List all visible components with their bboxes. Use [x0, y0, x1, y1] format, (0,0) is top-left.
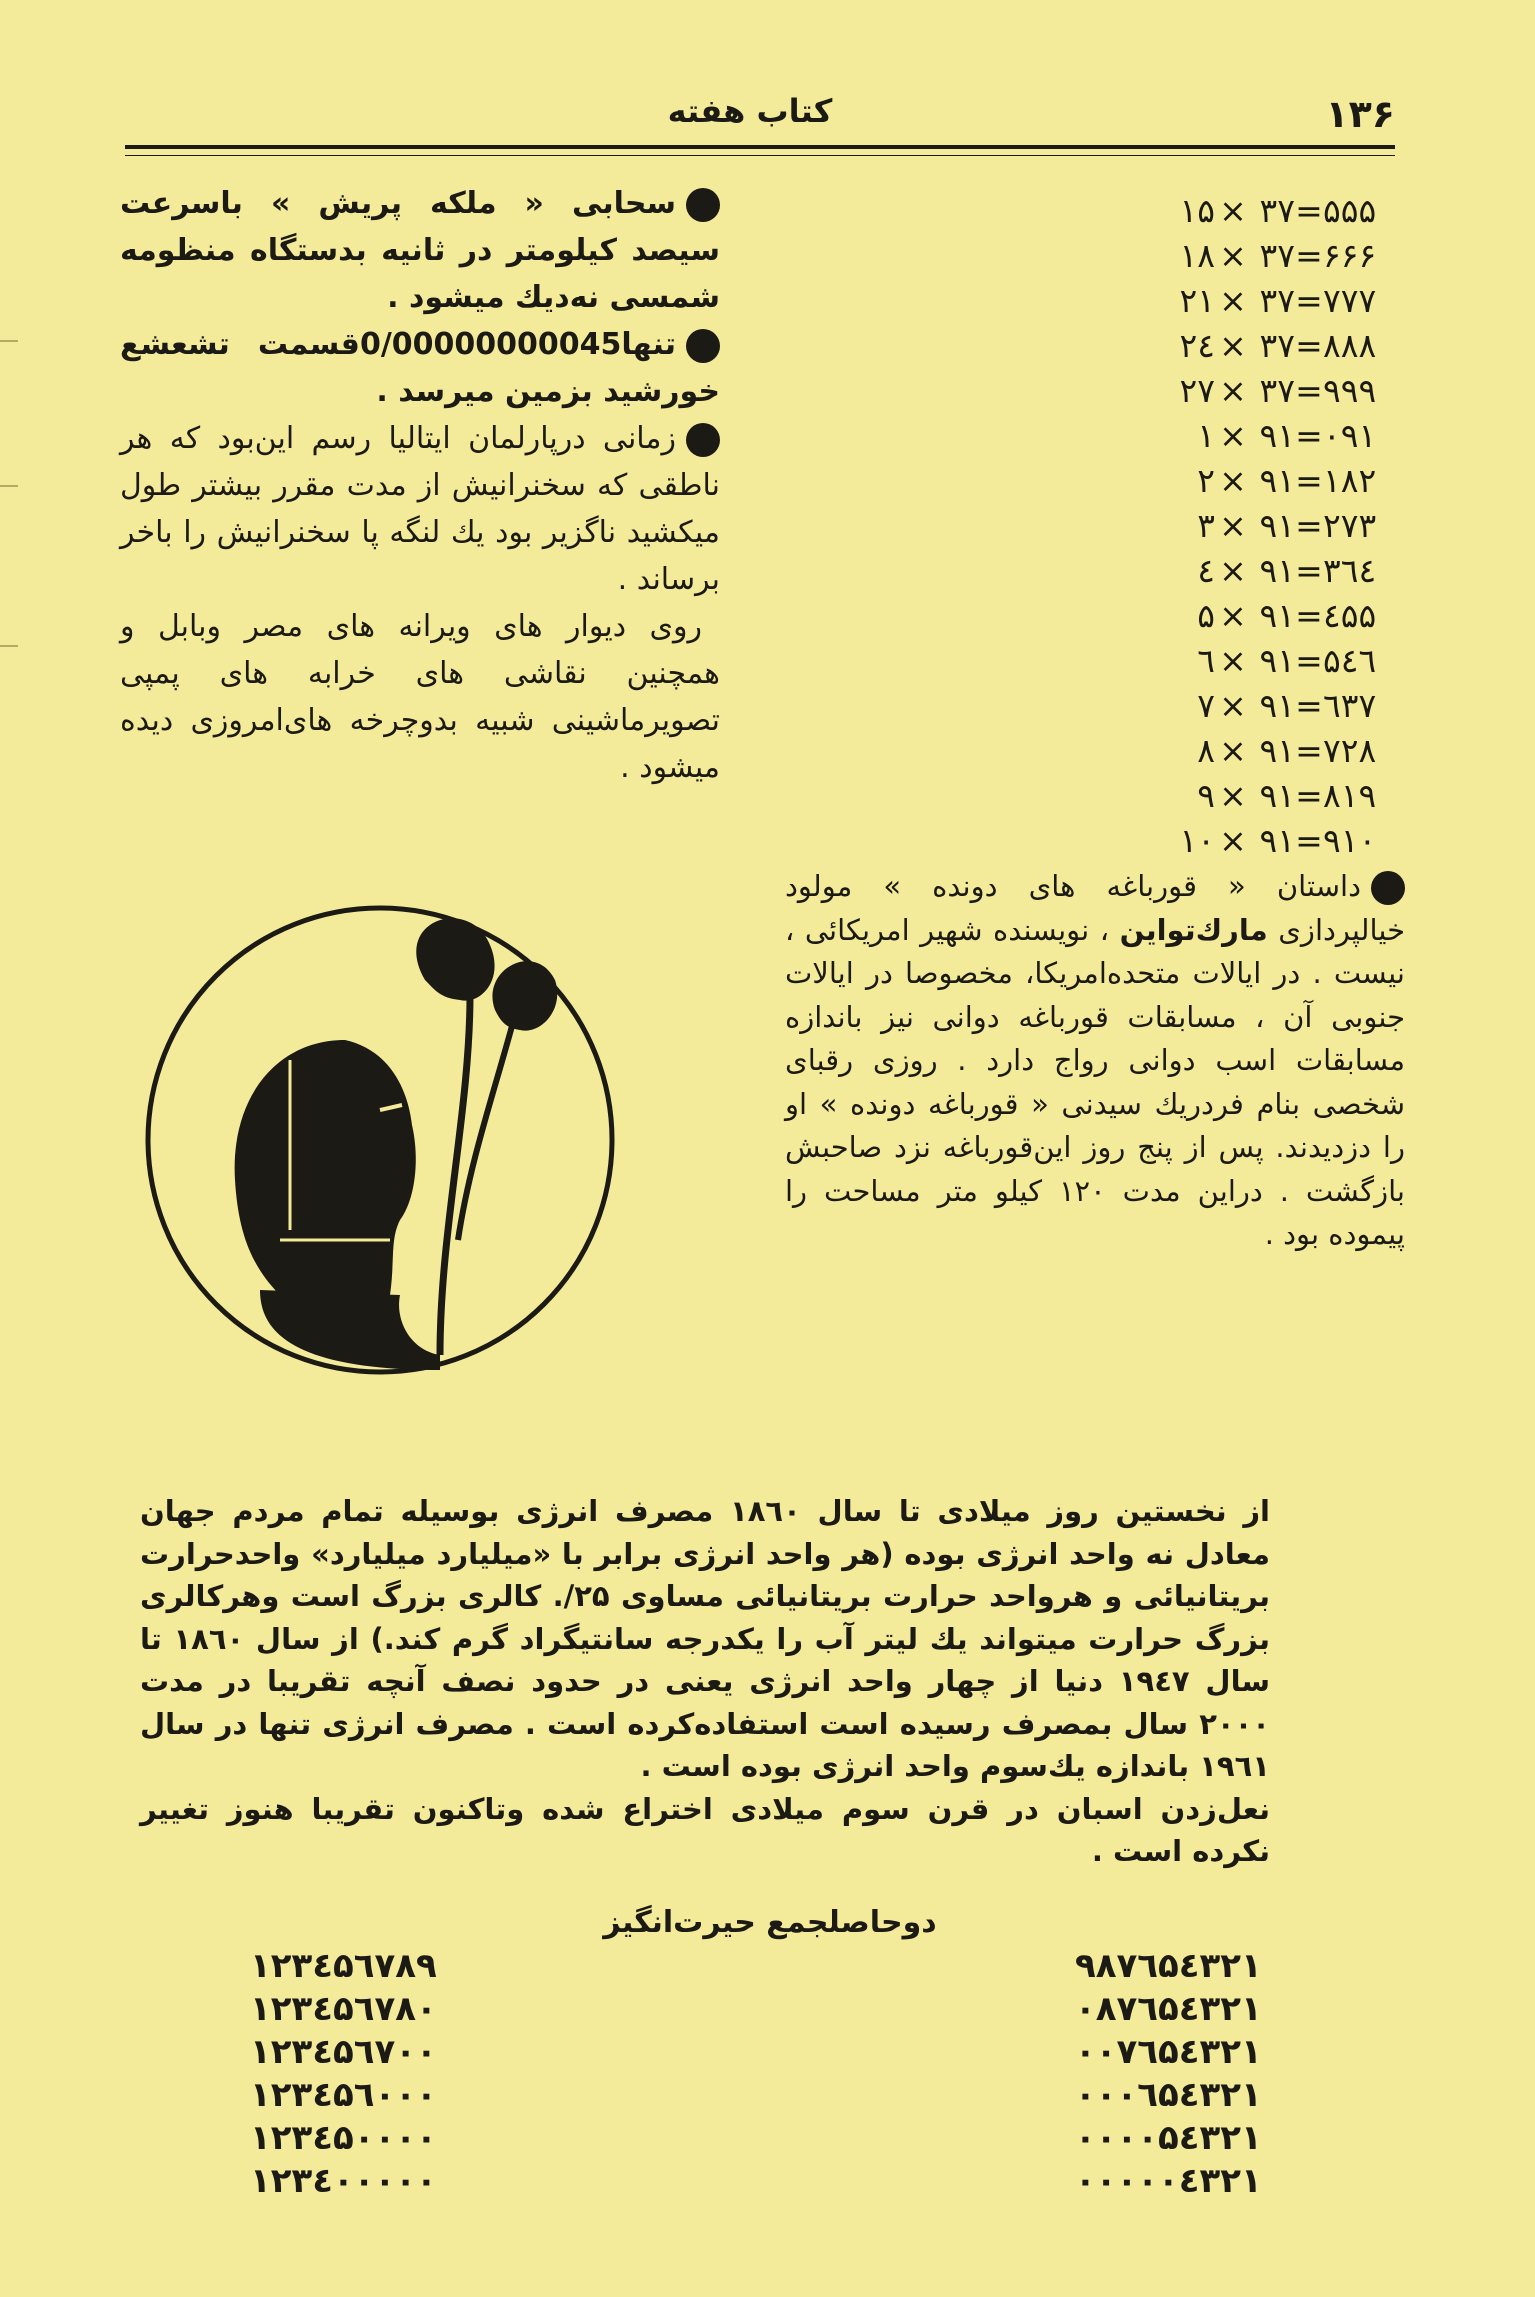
operand-a: ۱: [1197, 416, 1215, 455]
operand-b: ۹۱: [1259, 731, 1295, 770]
operand-b: ۳۷: [1259, 371, 1295, 410]
frog-story-post: ، نویسنده شهیر امریکائی ، نیست . در ایالات متحده‌امریکا، مخصوصا در ایالات جنوبی آن ، مسابقات قورباغه دوانی نیز باندازه مسابقات اسب دوانی رواج دارد . روزی رقبای شخصی بنام فردریك سیدنی « قورباغه دونده » او را دزدیدند. پس از پنج روز این‌قورباغه نزد صاحبش بازگشت . دراین مدت ۱۲۰ کیلو متر مساحت را پیموده بود .: [785, 912, 1405, 1251]
operand-a: ۵: [1197, 596, 1215, 635]
multiplication-row: [1160, 278, 1405, 323]
equals-sign: =: [1295, 596, 1323, 635]
multiplication-row: [1160, 323, 1405, 368]
product: ۷۷۷: [1323, 281, 1377, 320]
fact-italian-parliament-text: زمانی درپارلمان ایتالیا رسم این‌بود که هر ناطقی که سخنرانیش از مدت مقرر بیشتر طول میکشید ناگزیر بود یك لنگه پا سخنرانیش را باخر برساند .: [120, 421, 720, 597]
equals-sign: =: [1295, 731, 1323, 770]
right-column: [785, 865, 1405, 1257]
sum-addend: ۰۰۰۰۵٤۳۲۱: [1075, 2118, 1262, 2158]
operand-b: ۹۱: [1259, 641, 1295, 680]
scan-mark: [0, 485, 18, 487]
product: ۰۹۱: [1323, 416, 1377, 455]
operand-b: ۹۱: [1259, 686, 1295, 725]
frog-story-author: مارك‌تواین: [1119, 912, 1268, 947]
bullet-icon: [1371, 871, 1405, 905]
pharaoh-lotus-icon: [140, 900, 620, 1380]
sum-addend: ۰۰۷٦۵٤۳۲۱: [1075, 2032, 1262, 2072]
product: ۹۹۹: [1323, 371, 1377, 410]
operand-a: ۷: [1197, 686, 1215, 725]
multiplication-row: [1160, 233, 1405, 278]
fact-nebula-text: سحابی « ملکه پریش » باسرعت سیصد کیلومتر در ثانیه بدستگاه منظومه شمسی نه‌دیك میشود .: [120, 186, 720, 315]
energy-paragraph: از نخستین روز میلادی تا سال ۱۸٦۰ مصرف انرژی بوسیله تمام مردم جهان معادل نه واحد انرژی بوده (هر واحد انرژی برابر با «میلیارد میلیارد» واحدحرارت بریتانیائی و هرواحد حرارت بریتانیائی مساوی ۲۵/. کالری بزرگ است وهرکالری بزرگ حرارت میتواند یك لیتر آب را یکدرجه سانتیگراد گرم کند.) از سال ۱۸٦۰ تا سال ۱۹٤۷ دنیا از چهار واحد انرژی یعنی در حدود نصف آنچه تقریبا در مدت ۲۰۰۰ سال بمصرف رسیده است استفاده‌کرده است . مصرف انرژی تنها در سال ۱۹٦۱ باندازه یك‌سوم واحد انرژی بوده است .: [140, 1494, 1271, 1783]
times-sign: ×: [1219, 821, 1247, 860]
horseshoe-paragraph: نعل‌زدن اسبان در قرن سوم میلادی اختراع شده وتاکنون تقریبا هنوز تغییر نکرده است .: [140, 1791, 1270, 1868]
product: ٦۳۷: [1323, 686, 1377, 725]
fact-nebula: [120, 180, 720, 321]
product: ۵٤٦: [1323, 641, 1377, 680]
operand-a: ٤: [1197, 551, 1215, 590]
equals-sign: =: [1295, 776, 1323, 815]
frog-story-pre: داستان « قورباغه های دونده » مولود خیالپردازی: [785, 869, 1406, 947]
operand-a: ٦: [1197, 641, 1215, 680]
page-number: ۱۳۶: [1325, 92, 1395, 136]
sum-addend: ۱۲۳٤۵٦۰۰۰: [250, 2075, 437, 2115]
sum-addend: ۰۰۰٦۵٤۳۲۱: [1075, 2075, 1262, 2115]
scan-mark: [0, 645, 18, 647]
energy-section: [140, 1490, 1270, 1873]
multiplication-row: [1160, 413, 1405, 458]
product: ۵۵۵: [1323, 191, 1377, 230]
equals-sign: =: [1295, 371, 1323, 410]
multiplication-table: [1160, 188, 1405, 863]
multiplication-row: [1160, 593, 1405, 638]
multiplication-row: [1160, 818, 1405, 863]
multiplication-row: [1160, 548, 1405, 593]
product: ۳٦٤: [1323, 551, 1377, 590]
sum-addend: ۰۸۷٦۵٤۳۲۱: [1075, 1989, 1262, 2029]
sum-column-right: [1075, 1945, 1262, 2203]
multiplication-row: [1160, 638, 1405, 683]
operand-b: ۳۷: [1259, 236, 1295, 275]
multiplication-row: [1160, 458, 1405, 503]
product: ۷۲۸: [1323, 731, 1377, 770]
multiplication-row: [1160, 368, 1405, 413]
multiplication-row: [1160, 188, 1405, 233]
fact-frog-story: [785, 865, 1405, 1257]
bullet-icon: [686, 329, 720, 363]
operand-a: ۱۰: [1179, 821, 1215, 860]
header-rule-thin: [125, 155, 1395, 156]
operand-b: ۹۱: [1259, 461, 1295, 500]
operand-a: ۹: [1197, 776, 1215, 815]
product: ۸۱۹: [1323, 776, 1377, 815]
operand-b: ۳۷: [1259, 326, 1295, 365]
bullet-icon: [686, 423, 720, 457]
fact-sun-radiation: [120, 321, 720, 415]
scan-mark: [0, 340, 18, 342]
operand-a: ۱۵: [1179, 191, 1215, 230]
multiplication-row: [1160, 503, 1405, 548]
sum-addend: ۱۲۳٤۵۰۰۰۰: [250, 2118, 437, 2158]
sum-addend: ۱۲۳٤۵٦۷۰۰: [250, 2032, 437, 2072]
operand-a: ۱۸: [1179, 236, 1215, 275]
sum-addend: ۱۲۳٤۵٦۷۸۹: [250, 1946, 437, 1986]
times-sign: ×: [1219, 776, 1247, 815]
equals-sign: =: [1295, 506, 1323, 545]
equals-sign: =: [1295, 686, 1323, 725]
product: ٤۵۵: [1323, 596, 1377, 635]
left-column: [120, 180, 720, 791]
sum-addend: ۱۲۳٤۰۰۰۰۰: [250, 2161, 437, 2201]
equals-sign: =: [1295, 326, 1323, 365]
equals-sign: =: [1295, 821, 1323, 860]
sum-addend: ۱۲۳٤۵٦۷۸۰: [250, 1989, 437, 2029]
operand-b: ۳۷: [1259, 281, 1295, 320]
multiplication-row: [1160, 773, 1405, 818]
equals-sign: =: [1295, 191, 1323, 230]
times-sign: ×: [1219, 506, 1247, 545]
multiplication-row: [1160, 683, 1405, 728]
operand-b: ۹۱: [1259, 416, 1295, 455]
fact-sun-radiation-text: تنها0/00000000045قسمت تشعشع خورشید بزمین میرسد .: [120, 327, 720, 409]
equals-sign: =: [1295, 641, 1323, 680]
sum-addend: ۰۰۰۰۰٤۳۲۱: [1075, 2161, 1262, 2201]
product: ۹۱۰: [1323, 821, 1377, 860]
times-sign: ×: [1219, 371, 1247, 410]
operand-a: ۲: [1197, 461, 1215, 500]
product: ۲۷۳: [1323, 506, 1377, 545]
operand-b: ۹۱: [1259, 821, 1295, 860]
equals-sign: =: [1295, 416, 1323, 455]
times-sign: ×: [1219, 686, 1247, 725]
product: ۱۸۲: [1323, 461, 1377, 500]
fact-bicycle-paintings-text: روی دیوار های ویرانه های مصر وبابل و همچنین نقاشی های خرابه های پمپی تصویرماشینی شبیه بدوچرخه های‌امروزی دیده میشود .: [120, 609, 720, 785]
operand-a: ۳: [1197, 506, 1215, 545]
operand-b: ۳۷: [1259, 191, 1295, 230]
multiplication-row: [1160, 728, 1405, 773]
times-sign: ×: [1219, 641, 1247, 680]
times-sign: ×: [1219, 596, 1247, 635]
operand-a: ۲۷: [1179, 371, 1215, 410]
operand-b: ۹۱: [1259, 506, 1295, 545]
times-sign: ×: [1219, 236, 1247, 275]
sum-column-left: [250, 1945, 437, 2203]
sum-addend: ۹۸۷٦۵٤۳۲۱: [1075, 1946, 1262, 1986]
times-sign: ×: [1219, 461, 1247, 500]
times-sign: ×: [1219, 281, 1247, 320]
equals-sign: =: [1295, 551, 1323, 590]
operand-a: ۸: [1197, 731, 1215, 770]
operand-b: ۹۱: [1259, 776, 1295, 815]
equals-sign: =: [1295, 281, 1323, 320]
times-sign: ×: [1219, 191, 1247, 230]
header-rule-thick: [125, 145, 1395, 149]
product: ۸۸۸: [1323, 326, 1377, 365]
fact-italian-parliament: [120, 415, 720, 603]
running-title: کتاب هفته: [667, 92, 833, 130]
equals-sign: =: [1295, 461, 1323, 500]
operand-b: ۹۱: [1259, 551, 1295, 590]
times-sign: ×: [1219, 551, 1247, 590]
times-sign: ×: [1219, 416, 1247, 455]
times-sign: ×: [1219, 326, 1247, 365]
operand-a: ۲٤: [1179, 326, 1215, 365]
operand-b: ۹۱: [1259, 596, 1295, 635]
equals-sign: =: [1295, 236, 1323, 275]
bullet-icon: [686, 188, 720, 222]
times-sign: ×: [1219, 731, 1247, 770]
product: ۶۶۶: [1323, 236, 1377, 275]
sums-title: دوحاصلجمع حیرت‌انگیز: [603, 1905, 937, 1940]
operand-a: ۲۱: [1179, 281, 1215, 320]
fact-bicycle-paintings: [120, 603, 720, 791]
